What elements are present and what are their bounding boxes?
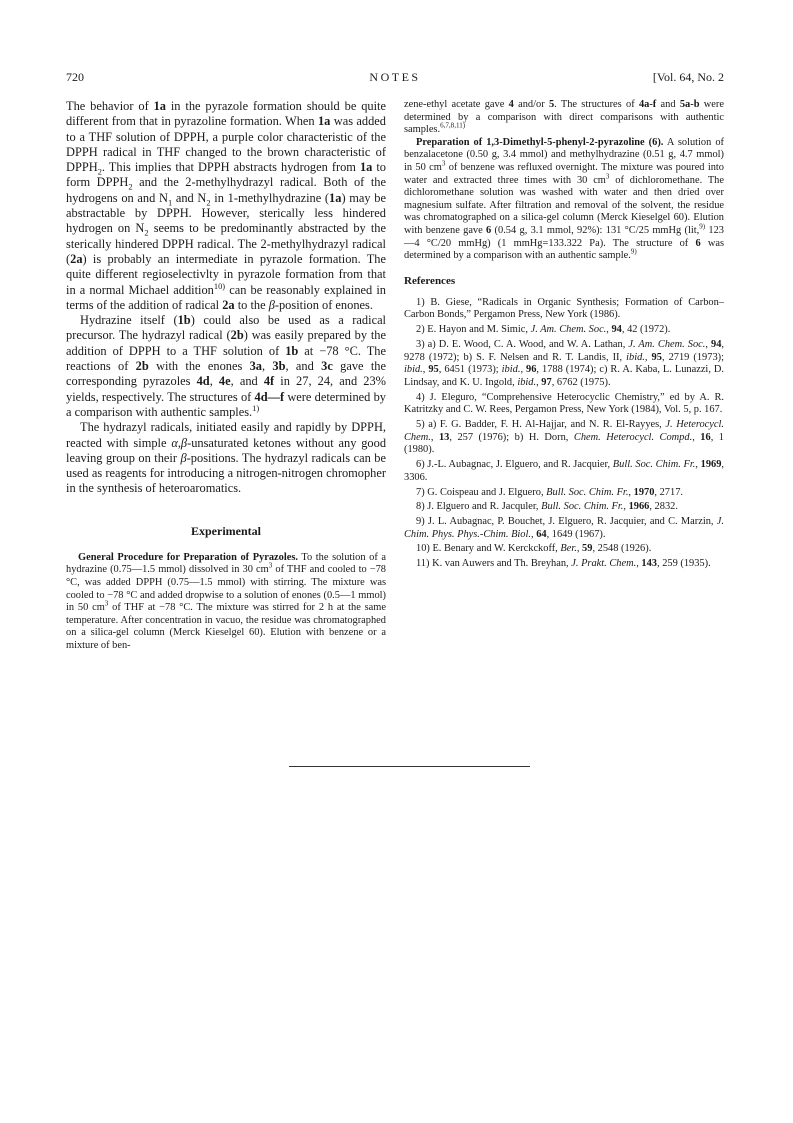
reference-item-3: 3) a) D. E. Wood, C. A. Wood, and W. A. Lathan, J. Am. Chem. Soc., 94, 9278 (1972); b) S. F. Nelsen and R. T. Landis, II, ibid., 95, 2719 (1973); ibid., 95, 6451 (1973); ibid., 96, 1788 (1974); c) R. A. Kaba, L. Lunazzi, D. Lindsay, and K. U. Ingold, ibid., 97, 6762 (1975). xyxy=(404,338,725,388)
references-heading: References xyxy=(404,274,456,287)
experimental-paragraph-1-continued: zene-ethyl acetate gave 4 and/or 5. The structures of 4a-f and 5a-b were determined by a comparison with direct comparisons with authentic samples.$^{6,7,8,11)}$ xyxy=(404,99,724,136)
experimental-paragraph-2: Preparation of 1,3-Dimethyl-5-phenyl-2-pyrazoline (6). A solution of benzalacetone (0.50 g, 3.4 mmol) and methylhydrazine (0.51 g, 4.7 mmol) in 50 $cm^3$ of benzene was refluxed overnight. The mixture was poured into water and extracted three times with 30 $cm^3$ of dichloromethane. The dichloromethane solution was washed with water and then dried over magnesium sulfate. After filtration and removal of the solvent, the residue was chromatographed on a silica-gel column (Merck Kieselgel 60). Elution with benzene gave 6 (0.54 g, 3.1 mmol, 92%): 131 °C/25 mmHg (lit,$^{9)}$ 123—4 °C/20 mmHg) (1 mmHg=133.322 Pa). The structure of 6 was determined by a comparison with an authentic sample.$^{9)}$ xyxy=(404,136,725,262)
left-column xyxy=(66,99,386,652)
right-column xyxy=(404,99,724,573)
reference-item-4: 4) J. Eleguro, “Comprehensive Heterocyclic Chemistry,” ed by A. R. Katritzky and C. W. Rees, Pergamon Press, New York (1984), Vol. 5, p. 167. xyxy=(404,391,724,416)
volume-label: [Vol. 64, No. 2 xyxy=(652,70,724,84)
experimental-paragraph-1: General Procedure for Preparation of Pyrazoles. To the solution of a hydrazine (0.75—1.5 mmol) dissolved in 30 $cm^3$ of THF and cooled to −78 °C, was added DPPH (0.75—1.5 mmol) with stirring. The mixture was cooled to −78 °C and added dropwise to a solution of enones (0.5—1 mmol) in 50 $cm^3$ of THF at −78 °C. The mixture was stirred for 2 h at the same temperature. After concentration in vacuo, the residue was chromatographed on a silica-gel column (Merck Kieselgel 60). Elution with benzene or a mixture of ben- xyxy=(66,551,387,651)
experimental-heading: Experimental xyxy=(191,523,261,538)
running-header xyxy=(66,70,724,86)
reference-item-8: 8) J. Elguero and R. Jacquler, Bull. Soc. Chim. Fr., 1966, 2832. xyxy=(416,501,678,513)
reference-item-9: 9) J. L. Aubagnac, P. Bouchet, J. Elguero, R. Jacquier, and C. Marzin, J. Chim. Phys. Phys.-Chim. Biol., 64, 1649 (1967). xyxy=(404,515,724,540)
paragraph-2: Hydrazine itself (1b) could also be used as a radical precursor. The hydrazyl radical (2b) was easily prepared by the addition of DPPH to a THF solution of 1b at −78 °C. The reactions of 2b with the enones 3a, 3b, and 3c gave the corresponding pyrazoles 4d, 4e, and 4f in 27, 24, and 23% yields, respectively. The structures of 4d—f were determined by a comparison with authentic samples.$^{1)}$ xyxy=(66,313,387,419)
section-heading: NOTES xyxy=(369,70,421,84)
reference-item-5: 5) a) F. G. Badder, F. H. Al-Hajjar, and N. R. El-Rayyes, J. Heterocycl. Chem., 13, 257 (1976); b) H. Dorn, Chem. Heterocycl. Compd., 16, 1 (1980). xyxy=(404,419,724,456)
paragraph-3: The hydrazyl radicals, initiated easily and rapidly by DPPH, reacted with simple α,β-unsaturated ketones without any good leaving group on their β-positions. The hydrazyl radicals can be used as reagents for introducing a nitrogen-nitrogen chromopher in the synthesis of heteroaromatics. xyxy=(66,420,387,496)
end-rule xyxy=(289,766,530,767)
page-number: 720 xyxy=(66,70,84,84)
reference-item-1: 1) B. Giese, “Radicals in Organic Synthesis; Formation of Carbon–Carbon Bonds,” Pergamon Press, New York (1986). xyxy=(404,296,724,321)
paragraph-1: The behavior of 1a in the pyrazole formation should be quite different from that in pyrazoline formation. When 1a was added to a THF solution of DPPH, a purple color characteristic of the DPPH radical in THF changed to the brown characteristic of $DPPH_2$. This implies that DPPH abstracts hydrogen from 1a to form $DPPH_2$ and the 2-methylhydrazyl radical. Both of the hydrogens on and $N_1$ and $N_2$ in 1-methylhydrazine (1a) may be abstractable by DPPH. However, sterically less hindered hydrogen on $N_2$ seems to be predominantly abstracted by the sterically hindered DPPH radical. The 2-methylhydrazyl radical (2a) is probably an intermediate in pyrazole formation. The quite different regioselectivlty in pyrazole formation from that in a normal Michael addition$^{10)}$ can be reasonably explained in terms of the addition of radical 2a to the β-position of enones. xyxy=(66,99,387,312)
reference-item-2: 2) E. Hayon and M. Simic, J. Am. Chem. Soc., 94, 42 (1972). xyxy=(416,324,671,336)
reference-item-6: 6) J.-L. Aubagnac, J. Elguero, and R. Jacquier, Bull. Soc. Chim. Fr., 1969, 3306. xyxy=(404,459,725,483)
reference-list xyxy=(404,297,724,571)
reference-item-10: 10) E. Benary and W. Kerckckoff, Ber., 59, 2548 (1926). xyxy=(416,543,652,555)
reference-item-11: 11) K. van Auwers and Th. Breyhan, J. Prakt. Chem., 143, 259 (1935). xyxy=(416,558,711,570)
reference-item-7: 7) G. Coispeau and J. Elguero, Bull. Soc. Chim. Fr., 1970, 2717. xyxy=(416,486,683,498)
